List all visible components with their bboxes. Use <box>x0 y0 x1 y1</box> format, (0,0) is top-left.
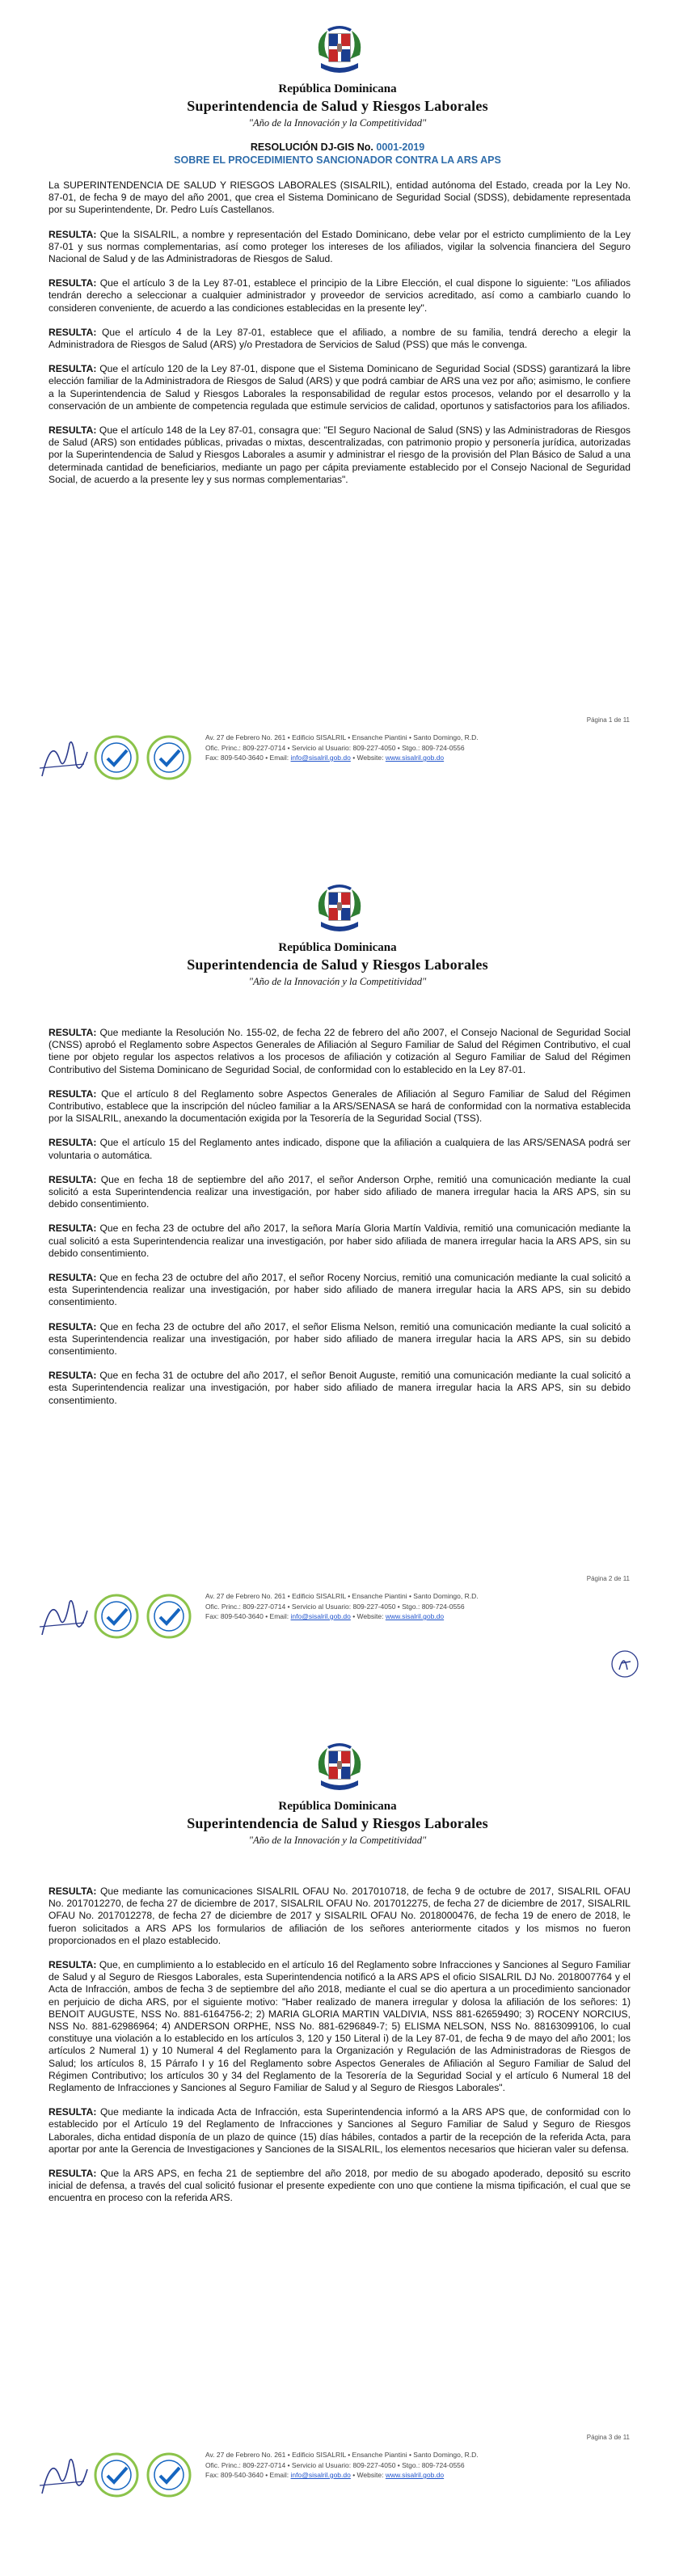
paragraph-keyword: RESULTA: <box>49 2168 97 2180</box>
header-agency: Superintendencia de Salud y Riesgos Laborales <box>187 1815 488 1831</box>
paragraph-keyword: RESULTA: <box>49 326 97 338</box>
paragraph-text: Que el artículo 148 de la Ley 87-01, consagra que: "El Seguro Nacional de Salud (SNS) y las Administradoras de Riesgos de Salud (ARS) son entidades públicas, privadas o mixtas, descentralizadas, con patrimonio propio y personería jurídica, autorizadas por la Superintendencia de Salud y Riesgos Laborales a asumir y administrar el riesgo de la provisión del Plan Básico de Salud a una determinada cantidad de beneficiarios, mediante un pago per cápita previamente establecido por el Consejo Nacional de Seguridad Social, de acuerdo a la presente ley y sus normas complementarias". <box>49 424 631 485</box>
handwritten-initial-icon <box>608 1647 642 1681</box>
paragraph-keyword: RESULTA: <box>49 1320 97 1332</box>
paragraph-text: Que en fecha 23 de octubre del año 2017, el señor Elisma Nelson, remitió una comunicación mediante la cual solicitó a esta Superintendencia realizar una investigación, por haber sido afiliado de manera irregular hacia la ARS APS, sin su debido consentimiento. <box>49 1320 631 1358</box>
resolution-number-value: 0001-2019 <box>376 141 425 153</box>
paragraph <box>49 1272 631 1309</box>
handwritten-signature-icon <box>36 1586 92 1651</box>
paragraph <box>49 1321 631 1358</box>
coat-of-arms-icon <box>311 881 368 938</box>
paragraph <box>49 1174 631 1211</box>
paragraph-keyword: RESULTA: <box>49 1087 97 1100</box>
footer-address: Av. 27 de Febrero No. 261 • Edificio SISALRIL • Ensanche Piantini • Santo Domingo, R.D. <box>205 733 479 741</box>
footer-contact <box>205 1591 658 1622</box>
certification-seal-icon <box>93 1593 140 1640</box>
footer-fax-email-web <box>205 1611 658 1622</box>
resolution-number <box>0 141 675 153</box>
paragraph-keyword: RESULTA: <box>49 2106 97 2118</box>
paragraph-text: Que mediante la indicada Acta de Infracción, esta Superintendencia informó a la ARS APS que, de conformidad con lo establecido por el Artículo 19 del Reglamento de Infracciones y Sanciones al Seguro Familiar de Salud y Seguro de Riesgos Laborales, dicha entidad disponía de un plazo de quince (15) días hábiles, contados a partir de la recepción de la referida Acta, para aportar por ante la Gerencia de Investigaciones y Sanciones de la SISALRIL, los elementos necesarios que hicieran valer su defensa. <box>49 2106 631 2155</box>
page-number: Página 1 de 11 <box>586 716 630 724</box>
certification-seal-icon <box>146 2451 192 2498</box>
footer-phones: Ofic. Princ.: 809-227-0714 • Servicio al Usuario: 809-227-4050 • Stgo.: 809-724-0556 <box>205 743 465 752</box>
footer-website-link[interactable]: www.sisalril.gob.do <box>385 2471 445 2479</box>
paragraph-keyword: RESULTA: <box>49 363 97 375</box>
header-country: República Dominicana <box>278 82 397 95</box>
paragraph <box>49 179 631 217</box>
paragraph-keyword: RESULTA: <box>49 1959 97 1971</box>
footer-email-link[interactable]: info@sisalril.gob.do <box>290 754 351 762</box>
paragraph <box>49 363 631 412</box>
paragraph <box>49 1137 631 1161</box>
paragraph <box>49 277 631 315</box>
paragraph-text: Que en fecha 18 de septiembre del año 2017, el señor Anderson Orphe, remitió una comunicación mediante la cual solicitó a esta Superintendencia realizar una investigación, por haber sido afiliado de manera irregular hacia la ARS APS, sin su debido consentimiento. <box>49 1173 631 1210</box>
paragraph-keyword: RESULTA: <box>49 277 97 289</box>
footer-fax: Fax: 809-540-3640 • Email: <box>205 2471 289 2479</box>
paragraph-keyword: RESULTA: <box>49 1027 97 1038</box>
handwritten-signature-icon <box>36 2445 92 2510</box>
footer-website-link[interactable]: www.sisalril.gob.do <box>385 1612 445 1620</box>
paragraph-text: Que el artículo 15 del Reglamento antes indicado, dispone que la afiliación a cualquiera de las ARS/SENASA podrá ser voluntaria o automática. <box>49 1137 631 1161</box>
page-body <box>49 1027 631 1419</box>
paragraph-keyword: RESULTA: <box>49 1370 97 1382</box>
header-agency: Superintendencia de Salud y Riesgos Laborales <box>187 956 488 973</box>
paragraph <box>49 1959 631 2094</box>
resolution-title: SOBRE EL PROCEDIMIENTO SANCIONADOR CONTRA LA ARS APS <box>174 154 501 166</box>
resolution-number-prefix: RESOLUCIÓN DJ-GIS No. <box>250 141 373 153</box>
header-agency: Superintendencia de Salud y Riesgos Laborales <box>187 98 488 114</box>
footer-phones: Ofic. Princ.: 809-227-0714 • Servicio al Usuario: 809-227-4050 • Stgo.: 809-724-0556 <box>205 2460 465 2469</box>
footer-fax-email-web <box>205 753 658 763</box>
paragraph-keyword: RESULTA: <box>49 1886 97 1897</box>
paragraph-text: Que la SISALRIL, a nombre y representación del Estado Dominicano, debe velar por el estricto cumplimiento de la Ley 87-01 y sus normas complementarias, así como proteger los intereses de los afiliados, vigilar la solvencia financiera del Seguro Nacional de Salud y de las Administradoras de Riesgos de Salud. <box>49 228 631 265</box>
footer-fax: Fax: 809-540-3640 • Email: <box>205 754 289 762</box>
certification-seal-icon <box>93 2451 140 2498</box>
footer-address: Av. 27 de Febrero No. 261 • Edificio SISALRIL • Ensanche Piantini • Santo Domingo, R.D. <box>205 2451 479 2459</box>
footer-phones: Ofic. Princ.: 809-227-0714 • Servicio al Usuario: 809-227-4050 • Stgo.: 809-724-0556 <box>205 1602 465 1611</box>
paragraph-keyword: RESULTA: <box>49 228 97 240</box>
header-motto: "Año de la Innovación y la Competitividad" <box>248 976 427 987</box>
footer-contact <box>205 2450 658 2481</box>
footer-email-link[interactable]: info@sisalril.gob.do <box>290 2471 351 2479</box>
paragraph <box>49 229 631 266</box>
header-country: República Dominicana <box>278 1800 397 1813</box>
certification-seal-icon <box>146 734 192 781</box>
document-page-1 <box>0 0 675 859</box>
paragraph <box>49 1027 631 1076</box>
footer-email-link[interactable]: info@sisalril.gob.do <box>290 1612 351 1620</box>
footer-address: Av. 27 de Febrero No. 261 • Edificio SISALRIL • Ensanche Piantini • Santo Domingo, R.D. <box>205 1592 479 1600</box>
document-page-3 <box>0 1717 675 2576</box>
paragraph-text: Que en fecha 23 de octubre del año 2017, la señora María Gloria Martín Valdivia, remitió una comunicación mediante la cual solicitó a esta Superintendencia realizar una investigación, por haber sido afiliada de manera irregular hacia la ARS APS, sin su debido consentimiento. <box>49 1223 631 1259</box>
paragraph-text: Que mediante la Resolución No. 155-02, de fecha 22 de febrero del año 2007, el Consejo Nacional de Seguridad Social (CNSS) aprobó el Reglamento sobre Aspectos Generales de Afiliación al Seguro Familiar de Salud del Régimen Contributivo, el cual tiene por objeto regular los aspectos relativos a los procesos de afiliación y cotización al Seguro Familiar de Salud del Régimen Contributivo del Sistema Dominicano de Seguridad Social, de conformidad con lo establecido en la Ley 87-01. <box>49 1027 631 1075</box>
coat-of-arms-icon <box>311 23 368 79</box>
document-page-2 <box>0 859 675 1717</box>
paragraph <box>49 2106 631 2156</box>
header-motto: "Año de la Innovación y la Competitividad" <box>248 117 427 129</box>
coat-of-arms-icon <box>311 1740 368 1797</box>
page-body <box>49 179 631 498</box>
footer-contact <box>205 733 658 763</box>
paragraph-text: Que el artículo 3 de la Ley 87-01, establece el principio de la Libre Elección, el cual dispone lo siguiente: "Los afiliados tendrán derecho a seleccionar a cualquier administrador y proveedor de servicios acreditado, así como a cambiarlo cuando lo consideren conveniente, de acuerdo a las condiciones establecidas en la presente ley". <box>49 277 631 314</box>
paragraph-text: La SUPERINTENDENCIA DE SALUD Y RIESGOS LABORALES (SISALRIL), entidad autónoma del Estado, creada por la Ley No. 87-01, de fecha 9 de mayo del año 2001, que crea el Sistema Dominicano de Seguridad Social (SDSS), debidamente representada por su Superintendente, Dr. Pedro Luís Castellanos. <box>49 179 631 216</box>
paragraph <box>49 2168 631 2205</box>
footer-website-label: • Website: <box>352 2471 384 2479</box>
paragraph-text: Que el artículo 120 de la Ley 87-01, dispone que el Sistema Dominicano de Seguridad Social (SDSS) garantizará la libre elección familiar de la Administradora de Riesgos de Salud (ARS) y que podrá cambiar de ARS una vez por año; asimismo, le confiere a la Superintendencia de Salud y Riesgos Laborales la responsabilidad de regular estos procesos, velando por el desarrollo y la conservación de un ambiente de competencia regulada que estimule servicios de calidad, oportunos y satisfactorios para los afiliados. <box>49 363 631 412</box>
paragraph <box>49 1088 631 1125</box>
certification-seal-icon <box>93 734 140 781</box>
footer-fax-email-web <box>205 2470 658 2481</box>
footer-website-label: • Website: <box>352 754 384 762</box>
paragraph <box>49 327 631 351</box>
paragraph-text: Que en fecha 23 de octubre del año 2017, el señor Roceny Norcius, remitió una comunicación mediante la cual solicitó a esta Superintendencia realizar una investigación, por haber sido afiliado de manera irregular hacia la ARS APS, sin su debido consentimiento. <box>49 1272 631 1308</box>
paragraph <box>49 1886 631 1947</box>
paragraph <box>49 1370 631 1407</box>
paragraph-keyword: RESULTA: <box>49 1173 97 1185</box>
paragraph-keyword: RESULTA: <box>49 424 97 437</box>
header-motto: "Año de la Innovación y la Competitividad" <box>248 1835 427 1846</box>
footer-website-label: • Website: <box>352 1612 384 1620</box>
paragraph-text: Que el artículo 4 de la Ley 87-01, establece que el afiliado, a nombre de su familia, tendrá derecho a elegir la Administradora de Riesgos de Salud (ARS) y/o Prestadora de Servicios de Salud (PSS) que más le convenga. <box>49 326 631 351</box>
footer-website-link[interactable]: www.sisalril.gob.do <box>385 754 445 762</box>
header-country: República Dominicana <box>278 941 397 954</box>
paragraph-text: Que en fecha 31 de octubre del año 2017, el señor Benoit Auguste, remitió una comunicación mediante la cual solicitó a esta Superintendencia realizar una investigación, por haber sido afiliado de manera irregular hacia la ARS APS, sin su debido consentimiento. <box>49 1370 631 1406</box>
paragraph-text: Que la ARS APS, en fecha 21 de septiembre del año 2018, por medio de su abogado apoderado, depositó su escrito inicial de defensa, a través del cual solicitó fusionar el presente expediente con uno que contiene la misma tipificación, el cual que se encuentra en proceso con la referida ARS. <box>49 2168 631 2204</box>
page-number: Página 2 de 11 <box>586 1575 630 1582</box>
paragraph-keyword: RESULTA: <box>49 1272 97 1284</box>
paragraph-keyword: RESULTA: <box>49 1223 97 1235</box>
page-body <box>49 1886 631 2217</box>
paragraph <box>49 424 631 486</box>
certification-seal-icon <box>146 1593 192 1640</box>
paragraph <box>49 1223 631 1260</box>
handwritten-signature-icon <box>36 728 92 792</box>
paragraph-text: Que mediante las comunicaciones SISALRIL OFAU No. 2017010718, de fecha 9 de octubre de 2017, SISALRIL OFAU No. 2017012270, de fecha 27 de diciembre de 2017, SISALRIL OFAU No. 2017012275, de fecha 27 de diciembre de 2017, SISALRIL OFAU No. 2017012278, de fecha 27 de diciembre de 2017 y SISALRIL OFAU No. 2018000476, de fecha 19 de enero de 2018, le fueron solicitados a ARS APS los formularios de afiliación de los señores anteriormente citados y los mismos no fueron proporcionados en el plazo establecido. <box>49 1886 631 1946</box>
paragraph-text: Que, en cumplimiento a lo establecido en el artículo 16 del Reglamento sobre Infracciones y Sanciones al Seguro Familiar de Salud y al Seguro de Riesgos Laborales, esta Superintendencia notificó a la ARS APS el oficio SISALRIL DJ No. 2018007764 y el Acta de Infracción, ambos de fecha 3 de septiembre del año 2018, mediante el cual se dio apertura a un procedimiento sancionador en perjuicio de dicha ARS, por el siguiente motivo: "Haber realizado de manera irregular y dolosa la afiliación de los señores: 1) BENOIT AUGUSTE, NSS No. 881-6164756-2; 2) MARIA GLORIA MARTIN VALDIVIA, NSS 881-62659490; 3) ROCENY NORCIUS, NSS No. 881-62986964; 4) ANDERSON ORPHE, NSS No. 881-6296849-7; 5) ELISMA NELSON, NSS No. 88163099106, lo cual constituye una violación a lo establecido en los artículos 3, 120 y 150 Literal i) de la Ley 87-01, de fecha 9 de mayo del año 2001; los artículos 2 Numeral 1) y 10 Numeral 4 del Reglamento para la Organización y Regulación de las Administradoras de Riesgos de Salud; los artículos 8, 15 Párrafo I y 16 del Reglamento sobre Aspectos Generales de Afiliación al Seguro Familiar de Salud del Régimen Contributivo; los artículos 30 y 34 del Reglamento de la Tesorería de la Seguridad Social y el artículo 6 Numeral 18 del Reglamento de Infracciones y Sanciones al Seguro Familiar de Salud y al Seguro de Riesgos Laborales". <box>49 1959 631 2094</box>
footer-fax: Fax: 809-540-3640 • Email: <box>205 1612 289 1620</box>
page-number: Página 3 de 11 <box>586 2434 630 2441</box>
paragraph-keyword: RESULTA: <box>49 1137 97 1149</box>
paragraph-text: Que el artículo 8 del Reglamento sobre Aspectos Generales de Afiliación al Seguro Familiar de Salud del Régimen Contributivo, establece que la inscripción del núcleo familiar a la ARS/SENASA se hará de conformidad con la normativa establecida por la SISALRIL, anexando la documentación exigida por la Tesorería de la Seguridad Social (TSS). <box>49 1087 631 1125</box>
